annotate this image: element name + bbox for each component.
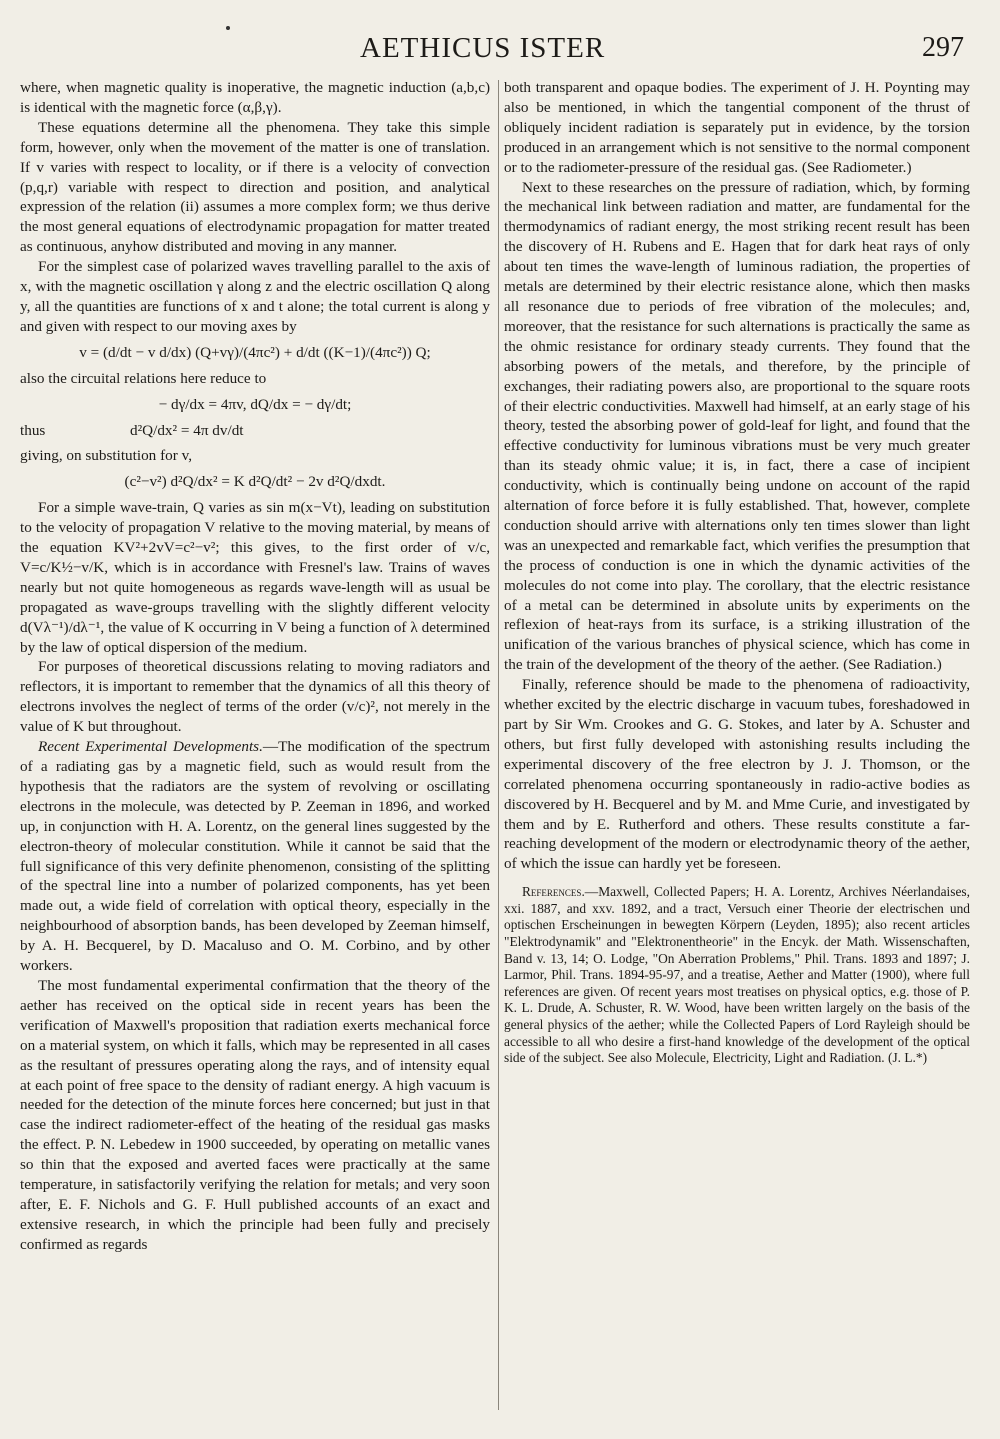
references-text: —Maxwell, Collected Papers; H. A. Lorentz, Archives Néerlandaises, xxi. 1887, and xxv. 1892, and a tract, Versuch einer Theorie der electrischen und optischen Erscheinungen in bewegten Körpern (Leyden, 1895); also recent articles "Elektrodynamik" and "Elektronentheorie" in the Encyk. der Math. Wissenschaften, Band v. 13, 14; O. Lodge, "On Aberration Problems," Phil. Trans. 1893 and 1897; J. Larmor, Phil. Trans. 1894-95-97, and a treatise, Aether and Matter (1900), where full references are given. Of recent years most treatises on physical optics, e.g. those of P. K. L. Drude, A. Schuster, R. W. Wood, have been written largely on the basis of the general physics of the aether; while the Collected Papers of Lord Rayleigh should be accessible to all who desire a first-hand knowledge of the development of the optical side of the subject. See also Molecule, Electricity, Light and Radiation. (J. L.*) <box>504 884 970 1066</box>
equation-wave: d²Q/dx² = 4π dv/dt <box>130 421 244 439</box>
equation-circuital: − dγ/dx = 4πv, dQ/dx = − dγ/dt; <box>158 395 352 413</box>
right-column <box>504 78 970 1067</box>
paragraph <box>20 737 490 976</box>
page-number: 297 <box>922 32 964 63</box>
paragraph: These equations determine all the phenomena. They take this simple form, however, only when the movement of the matter is one of translation. If v varies with respect to locality, or if there is a velocity of convection (p,q,r) variable with respect to direction and position, and analytical expression of the relation (ii) assumes a more complex form; we thus derive the most general equations of electrodynamic propagation for matter treated as continuous, anyhow distributed and moving in any manner. <box>20 118 490 256</box>
left-column <box>20 78 490 1255</box>
equation-substitution: (c²−v²) d²Q/dx² = K d²Q/dt² − 2v d²Q/dxdt. <box>124 473 386 491</box>
section-heading: Recent Experimental Developments. <box>38 738 263 756</box>
paragraph: also the circuital relations here reduce to <box>20 369 267 387</box>
column-divider <box>498 80 499 1410</box>
running-title: AETHICUS ISTER <box>360 32 606 64</box>
paragraph: giving, on substitution for v, <box>20 447 192 465</box>
paragraph: For the simplest case of polarized waves travelling parallel to the axis of x, with the magnetic oscillation γ along z and the electric oscillation Q along y, all the quantities are functions of x and t alone; the total current is along y and given with respect to our moving axes by <box>20 258 490 335</box>
thus-label: thus <box>20 421 46 439</box>
references-label: References. <box>522 884 585 900</box>
paragraph: Finally, reference should be made to the phenomena of radioactivity, whether excited by the electric discharge in vacuum tubes, foreshadowed in part by Sir Wm. Crookes and G. G. Stokes, and later by A. Schuster and others, but first fully developed with astonishing results including the experimental discovery of the free electron by J. J. Thomson, or the correlated phenomena occurring spontaneously in radio-active bodies as discovered by H. Becquerel and by M. and Mme Curie, and investigated by them and by E. Rutherford and others. These results constitute a far-reaching development of the modern or electrodynamic theory of the aether, of which the issue can hardly yet be foreseen. <box>504 676 970 873</box>
paragraph: For purposes of theoretical discussions relating to moving radiators and reflectors, it is important to remember that the dynamics of all this theory of electrons involves the neglect of terms of the order (v/c)², not merely in the value of K but throughout. <box>20 658 490 736</box>
paragraph: both transparent and opaque bodies. The experiment of J. H. Poynting may also be mentioned, in which the tangential component of the thrust of obliquely incident radiation is separately put in evidence, by the torsion produced in an arrangement which is not sensitive to the normal component or to the radiometer-pressure of the residual gas. (See Radiometer.) <box>504 79 970 176</box>
references <box>504 884 970 1067</box>
equation-current: v = (d/dt − v d/dx) (Q+vγ)/(4πc²) + d/dt ((K−1)/(4πc²)) Q; <box>79 343 431 361</box>
paragraph: The most fundamental experimental confirmation that the theory of the aether has received on the optical side in recent years has been the verification of Maxwell's proposition that radiation exerts mechanical force on a material system, on which it falls, which may be represented in all cases as the resultant of pressures operating along the rays, and of intensity equal at each point of free space to the density of radiant energy. A high vacuum is needed for the detection of the minute forces here concerned; but just in that case the indirect radiometer-effect of the heating of the residual gas masks the effect. P. N. Lebedew in 1900 succeeded, by operating on metallic vanes so thin that the exposed and averted faces were practically at the same temperature, in satisfactorily verifying the relation for metals; and very soon after, E. F. Nichols and G. F. Hull published accounts of an exact and extensive research, in which the principle had been fully and precisely confirmed as regards <box>20 976 490 1253</box>
running-head <box>0 30 1000 70</box>
paragraph-text: —The modification of the spectrum of a radiating gas by a magnetic field, such as would result from the hypothesis that the radiators are the system of revolving or oscillating electrons in the molecule, was detected by P. Zeeman in 1896, and worked up, in conjunction with H. A. Lorentz, on the general lines suggested by the electron-theory of molecular constitution. While it cannot be said that the full significance of this very definite phenomenon, consisting of the splitting of the spectral line into a number of polarized components, has yet been made out, a wide field of correlation with optical theory, especially in the neighbourhood of absorption bands, has been developed by Zeeman himself, by A. H. Becquerel, by D. Macaluso and O. M. Corbino, and by other workers. <box>20 738 491 975</box>
paragraph: Next to these researches on the pressure of radiation, which, by forming the mechanical link between radiation and matter, are fundamental for the thermodynamics of radiant energy, the most striking recent result has been the discovery of H. Rubens and E. Hagen that for dark heat rays of only about ten times the wave-length of luminous radiation, the properties of metals are determined by their electric resistance alone, which then masks all resonance due to periods of free vibration of the molecules; and, moreover, that the resistance for such alternations is practically the same as the ohmic resistance for ordinary steady currents. They found that the absorbing powers of the metals, and therefore, by the principle of exchanges, their radiating powers also, are proportional to the square roots of their electric conductivities. Maxwell had himself, at an early stage of his theory, tested the absorbing power of gold-leaf for light, and found that the effective conductivity for luminous vibrations must be very much greater than its steady ohmic value; it is, in fact, there a case of incipient conductivity, which is continually being undone on account of the rapid alternation of force before it is fully established. That, however, complete conduction should arrive with alternations only ten times slower than light was an unexpected and remarkable fact, which verifies the presumption that the process of conduction is one in which the dynamic activities of the molecules do not come into play. The corollary, that the electric resistance of a metal can be determined in absolute units by experiments on the reflexion of heat-rays from its surface, is a striking illustration of the unification of the various branches of physical science, which has come in the train of the development of the theory of the aether. (See Radiation.) <box>504 178 970 674</box>
paragraph: where, when magnetic quality is inoperative, the magnetic induction (a,b,c) is identical with the magnetic force (α,β,γ). <box>20 79 490 116</box>
paragraph: For a simple wave-train, Q varies as sin m(x−Vt), leading on substitution to the velocity of propagation V relative to the moving material, by means of the equation KV²+2vV=c²−v²; this gives, to the first order of v/c, V=c/K½−v/K, which is in accordance with Fresnel's law. Trains of waves nearly but not quite homogeneous as regards wave-length will as usual be propagated as wave-groups travelling with the slightly different velocity d(Vλ⁻¹)/dλ⁻¹, the value of K occurring in V being a function of λ determined by the law of optical dispersion of the medium. <box>20 499 490 656</box>
equation-thus-row <box>20 421 490 441</box>
